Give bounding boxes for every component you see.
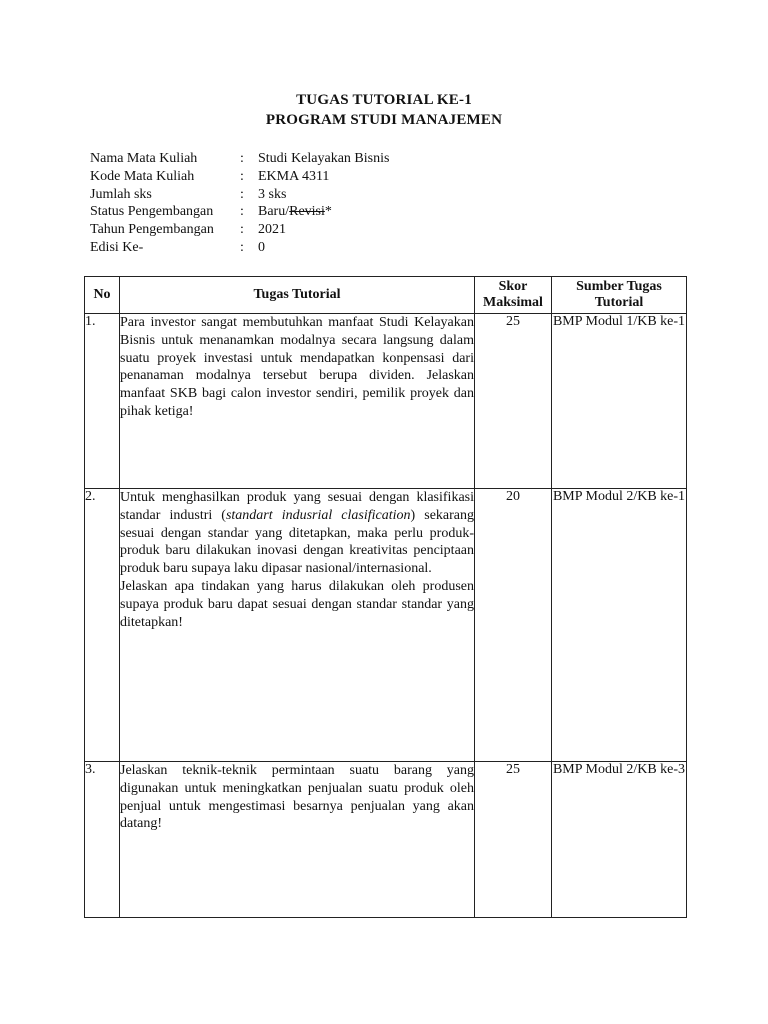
info-colon: : bbox=[240, 222, 244, 238]
info-row-course-name bbox=[90, 150, 389, 168]
row-number: 2. bbox=[85, 489, 120, 762]
task-text bbox=[120, 489, 474, 631]
tutorial-task-table bbox=[84, 276, 687, 918]
score-cell: 25 bbox=[475, 314, 552, 489]
info-colon: : bbox=[240, 151, 244, 166]
info-row-credits bbox=[90, 186, 389, 204]
task-cell bbox=[120, 762, 475, 918]
source-cell: BMP Modul 2/KB ke-3 bbox=[552, 762, 687, 918]
score-cell: 20 bbox=[475, 489, 552, 762]
program-title: PROGRAM STUDI MANAJEMEN bbox=[265, 112, 503, 128]
task-paragraph: Jelaskan apa tindakan yang harus dilakukan oleh produsen supaya produk baru dapat sesuai dengan standar standar yang ditetapkan! bbox=[120, 578, 474, 630]
info-colon: : bbox=[240, 239, 244, 255]
status-new: Baru/ bbox=[258, 204, 290, 220]
info-label: Nama Mata Kuliah bbox=[90, 151, 198, 166]
task-cell bbox=[120, 489, 475, 762]
info-colon: : bbox=[240, 168, 244, 184]
table-row bbox=[85, 314, 687, 489]
header-score-line1: Skor bbox=[498, 279, 528, 294]
header-task: Tugas Tutorial bbox=[120, 277, 475, 314]
header-score-line2: Maksimal bbox=[483, 295, 543, 310]
source-cell: BMP Modul 1/KB ke-1 bbox=[552, 314, 687, 489]
task-cell bbox=[120, 314, 475, 489]
task-text-italic: standart indusrial clasification bbox=[225, 507, 411, 523]
row-number: 3. bbox=[85, 762, 120, 918]
header-source: Sumber Tugas Tutorial bbox=[552, 277, 687, 314]
info-colon: : bbox=[240, 204, 244, 220]
table-row bbox=[85, 762, 687, 918]
header-no: No bbox=[85, 277, 120, 314]
source-cell: BMP Modul 2/KB ke-1 bbox=[552, 489, 687, 762]
document-title: TUGAS TUTORIAL KE-1 bbox=[296, 92, 472, 108]
info-row-course-code bbox=[90, 168, 389, 186]
info-label: Status Pengembangan bbox=[90, 204, 214, 220]
status-revision-struck: Revisi bbox=[289, 204, 325, 220]
course-info bbox=[90, 150, 389, 257]
info-row-development-status bbox=[90, 203, 389, 221]
info-colon: : bbox=[240, 186, 244, 202]
info-value: Studi Kelayakan Bisnis bbox=[258, 151, 390, 166]
status-asterisk: * bbox=[324, 204, 332, 220]
task-text: Jelaskan teknik-teknik permintaan suatu barang yang digunakan untuk meningkatkan penjualan suatu produk oleh penjual untuk mengestimasi besarnya penjualan yang akan datang! bbox=[120, 763, 474, 832]
info-label: Kode Mata Kuliah bbox=[90, 168, 195, 184]
info-value: EKMA 4311 bbox=[258, 168, 330, 184]
score-cell: 25 bbox=[475, 762, 552, 918]
task-text-part: Untuk menghasilkan produk yang sesuai dengan klasifikasi standar industri ( bbox=[120, 490, 474, 523]
info-value: 0 bbox=[258, 239, 265, 255]
info-value: 2021 bbox=[258, 222, 286, 238]
task-text: Para investor sangat membutuhkan manfaat Studi Kelayakan Bisnis untuk menanamkan modalnya secara langsung dalam suatu proyek investasi untuk mendapatkan konpensasi dari penanaman modalnya tersebut berupa dividen. Jelaskan manfaat SKB bagi calon investor sendiri, pemilik proyek dan pihak ketiga! bbox=[120, 315, 474, 419]
info-value: 3 sks bbox=[258, 186, 287, 202]
header-score bbox=[475, 277, 552, 314]
info-value bbox=[258, 203, 332, 221]
info-label: Jumlah sks bbox=[90, 186, 152, 202]
info-row-edition bbox=[90, 239, 389, 257]
task-paragraph bbox=[120, 489, 474, 578]
task-text-part: ) sekarang sesuai dengan standar yang ditetapkan, maka perlu produk-produk baru dilakukan inovasi dengan kreativitas penciptaan produk baru supaya laku dipasar nasional/internasional. bbox=[120, 507, 474, 577]
info-label: Edisi Ke- bbox=[90, 239, 144, 255]
info-row-development-year bbox=[90, 221, 389, 239]
table-row bbox=[85, 489, 687, 762]
row-number: 1. bbox=[85, 314, 120, 489]
info-label: Tahun Pengembangan bbox=[90, 222, 214, 238]
table-header-row bbox=[85, 277, 687, 314]
